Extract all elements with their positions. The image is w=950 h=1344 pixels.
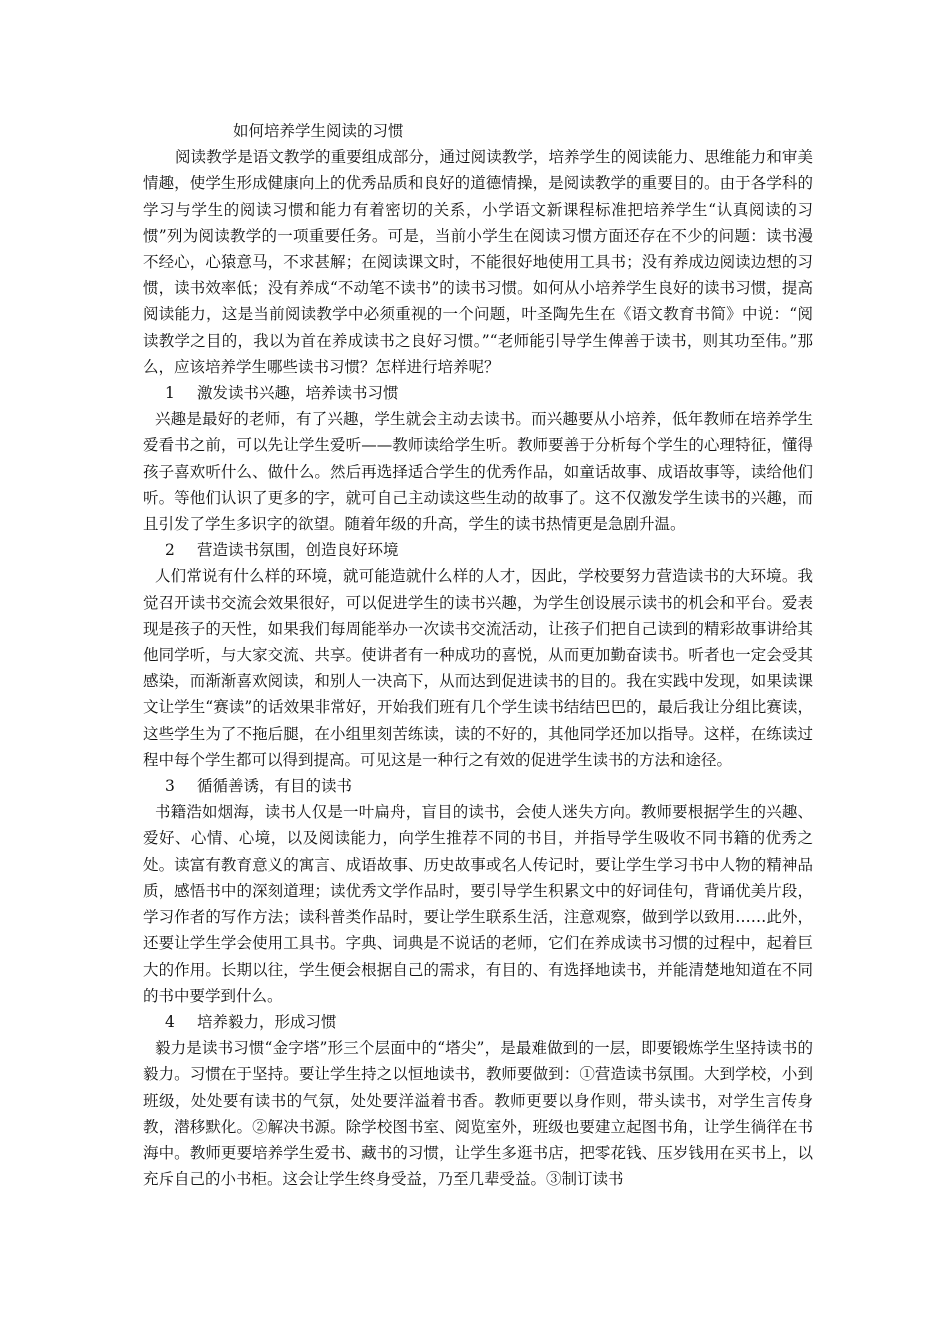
section-heading-2	[143, 537, 813, 563]
section-number-1: 1	[165, 384, 175, 403]
section-number-3: 3	[165, 777, 175, 796]
section-heading-text-4: 培养毅力，形成习惯	[197, 1012, 337, 1031]
section-number-4: 4	[165, 1012, 175, 1031]
section-body-3: 书籍浩如烟海，读书人仅是一叶扁舟，盲目的读书，会使人迷失方向。教师要根据学生的兴趣、爱好、心情、心境，以及阅读能力，向学生推荐不同的书目，并指导学生吸收不同书籍的优秀之处。读富有教育意义的寓言、成语故事、历史故事或名人传记时，要让学生学习书中人物的精神品质，感悟书中的深刻道理；读优秀文学作品时，要引导学生积累文中的好词佳句，背诵优美片段，学习作者的写作方法；读科普类作品时，要让学生联系生活，注意观察，做到学以致用……此外，还要让学生学会使用工具书。字典、词典是不说话的老师，它们在养成读书习惯的过程中，起着巨大的作用。长期以往，学生便会根据自己的需求，有目的、有选择地读书，并能清楚地知道在不同的书中要学到什么。	[143, 803, 813, 1005]
section-heading-text-3: 循循善诱，有目的读书	[197, 777, 353, 796]
section-body-4: 毅力是读书习惯“金字塔”形三个层面中的“塔尖”，是最难做到的一层，即要锻炼学生坚持读书的毅力。习惯在于坚持。要让学生持之以恒地读书，教师要做到：①营造读书氛围。大到学校，小到班级，处处要有读书的气氛，处处要洋溢着书香。教师更要以身作则，带头读书，对学生言传身教，潜移默化。②解决书源。除学校图书室、阅览室外，班级也要建立起图书角，让学生徜徉在书海中。教师更要培养学生爱书、藏书的习惯，让学生多逛书店，把零花钱、压岁钱用在买书上，以充斥自己的小书柜。这会让学生终身受益，乃至几辈受益。③制订读书	[143, 1039, 813, 1189]
section-heading-1	[143, 380, 813, 406]
section-heading-text-1: 激发读书兴趣，培养读书习惯	[197, 384, 399, 403]
intro-paragraph: 阅读教学是语文教学的重要组成部分，通过阅读教学，培养学生的阅读能力、思维能力和审美情趣，使学生形成健康向上的优秀品质和良好的道德情操，是阅读教学的重要目的。由于各学科的学习与学生的阅读习惯和能力有着密切的关系，小学语文新课程标准把培养学生“认真阅读的习惯”列为阅读教学的一项重要任务。可是，当前小学生在阅读习惯方面还存在不少的问题：读书漫不经心，心猿意马，不求甚解；在阅读课文时，不能很好地使用工具书；没有养成边阅读边想的习惯，读书效率低；没有养成“不动笔不读书”的读书习惯。如何从小培养学生良好的读书习惯，提高阅读能力，这是当前阅读教学中必须重视的一个问题，叶圣陶先生在《语文教育书简》中说：“阅读教学之目的，我以为首在养成读书之良好习惯。”“老师能引导学生俾善于读书，则其功至伟。”那么，应该培养学生哪些读书习惯？怎样进行培养呢？	[143, 148, 813, 376]
section-heading-3	[143, 773, 813, 799]
section-body-1: 兴趣是最好的老师，有了兴趣，学生就会主动去读书。而兴趣要从小培养，低年教师在培养学生爱看书之前，可以先让学生爱听——教师读给学生听。教师要善于分析每个学生的心理特征，懂得孩子喜欢听什么、做什么。然后再选择适合学生的优秀作品，如童话故事、成语故事等，读给他们听。等他们认识了更多的字，就可自己主动读这些生动的故事了。这不仅激发学生读书的兴趣，而且引发了学生多识字的欲望。随着年级的升高，学生的读书热情更是急剧升温。	[143, 410, 813, 534]
document-title: 如何培养学生阅读的习惯	[233, 122, 404, 140]
section-body-2: 人们常说有什么样的环境，就可能造就什么样的人才，因此，学校要努力营造读书的大环境。我觉召开读书交流会效果很好，可以促进学生的读书兴趣，为学生创设展示读书的机会和平台。爱表现是孩子的天性，如果我们每周能举办一次读书交流活动，让孩子们把自己读到的精彩故事讲给其他同学听，与大家交流、共享。使讲者有一种成功的喜悦，从而更加勤奋读书。听者也一定会受其感染，而渐渐喜欢阅读，和别人一决高下，从而达到促进读书的目的。我在实践中发现，如果读课文让学生“赛读”的话效果非常好，开始我们班有几个学生读书结结巴巴的，最后我让分组比赛读，这些学生为了不拖后腿，在小组里刻苦练读，读的不好的，其他同学还加以指导。这样，在练读过程中每个学生都可以得到提高。可见这是一种行之有效的促进学生读书的方法和途径。	[143, 567, 813, 769]
section-number-2: 2	[165, 541, 175, 560]
section-heading-text-2: 营造读书氛围，创造良好环境	[197, 541, 399, 560]
section-heading-4	[143, 1009, 813, 1035]
document-page	[143, 118, 813, 1192]
